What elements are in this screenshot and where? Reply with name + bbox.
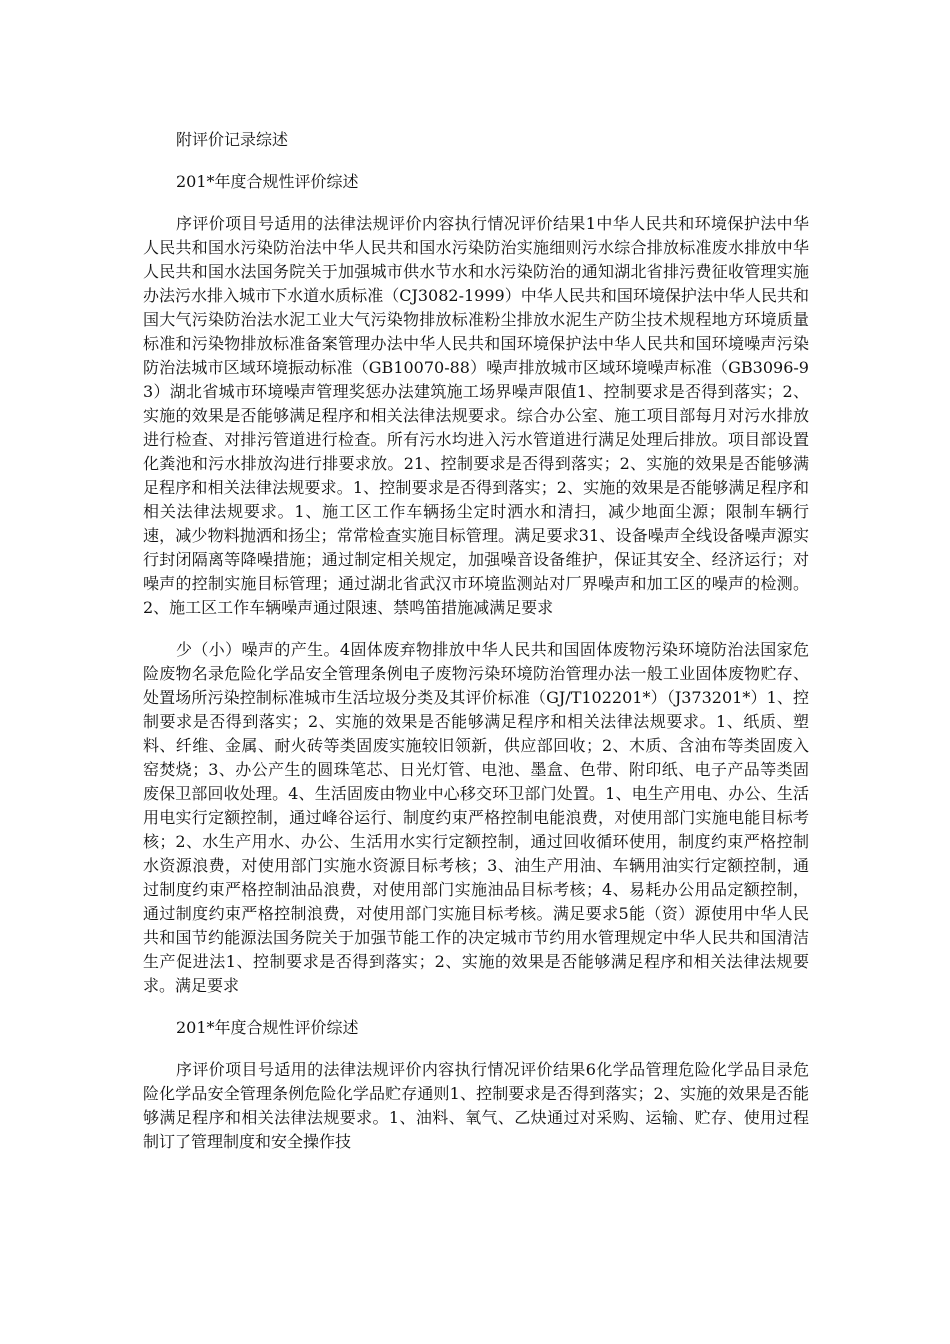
body-paragraph: 序评价项目号适用的法律法规评价内容执行情况评价结果6化学品管理危险化学品目录危险化学品安全管理条例危险化学品贮存通则1、控制要求是否得到落实；2、实施的效果是否能够满足程序和相关法律法规要求。1、油料、氧气、乙炔通过对采购、运输、贮存、使用过程制订了管理制度和安全操作技	[143, 1060, 809, 1151]
body-paragraph: 序评价项目号适用的法律法规评价内容执行情况评价结果1中华人民共和环境保护法中华人民共和国水污染防治法中华人民共和国水污染防治实施细则污水综合排放标准废水排放中华人民共和国水法国务院关于加强城市供水节水和水污染防治的通知湖北省排污费征收管理实施办法污水排入城市下水道水质标准（CJ3082-1999）中华人民共和国环境保护法中华人民共和国大气污染防治法水泥工业大气污染物排放标准粉尘排放水泥生产防尘技术规程地方环境质量标准和污染物排放标准备案管理办法中华人民共和国环境保护法中华人民共和国环境噪声污染防治法城市区域环境振动标准（GB10070-88）噪声排放城市区域环境噪声标准（GB3096-93）湖北省城市环境噪声管理奖惩办法建筑施工场界噪声限值1、控制要求是否得到落实；2、实施的效果是否能够满足程序和相关法律法规要求。综合办公室、施工项目部每月对污水排放进行检查、对排污管道进行检查。所有污水均进入污水管道进行满足处理后排放。项目部设置化粪池和污水排放沟进行排要求放。21、控制要求是否得到落实；2、实施的效果是否能够满足程序和相关法律法规要求。1、控制要求是否得到落实；2、实施的效果是否能够满足程序和相关法律法规要求。1、施工区工作车辆扬尘定时洒水和清扫，减少地面尘源；限制车辆行速，减少物料抛洒和扬尘；常常检查实施目标管理。满足要求31、设备噪声全线设备噪声源实行封闭隔离等降噪措施；通过制定相关规定，加强噪音设备维护，保证其安全、经济运行；对噪声的控制实施目标管理；通过湖北省武汉市环境监测站对厂界噪声和加工区的噪声的检测。2、施工区工作车辆噪声通过限速、禁鸣笛措施减满足要求	[143, 214, 809, 617]
document-page	[143, 128, 809, 1172]
document-title: 附评价记录综述	[176, 130, 289, 149]
body-paragraph: 少（小）噪声的产生。4固体废弃物排放中华人民共和国固体废物污染环境防治法国家危险废物名录危险化学品安全管理条例电子废物污染环境防治管理办法一般工业固体废物贮存、处置场所污染控制标准城市生活垃圾分类及其评价标准（GJ/T102201*）（J373201*）1、控制要求是否得到落实；2、实施的效果是否能够满足程序和相关法律法规要求。1、纸质、塑料、纤维、金属、耐火砖等类固废实施较旧领新，供应部回收；2、木质、含油布等类固废入窑焚烧；3、办公产生的圆珠笔芯、日光灯管、电池、墨盒、色带、附印纸、电子产品等类固废保卫部回收处理。4、生活固废由物业中心移交环卫部门处置。1、电生产用电、办公、生活用电实行定额控制，通过峰谷运行、制度约束严格控制电能浪费，对使用部门实施电能目标考核；2、水生产用水、办公、生活用水实行定额控制，通过回收循环使用，制度约束严格控制水资源浪费，对使用部门实施水资源目标考核；3、油生产用油、车辆用油实行定额控制，通过制度约束严格控制油品浪费，对使用部门实施油品目标考核；4、易耗办公用品定额控制，通过制度约束严格控制浪费，对使用部门实施目标考核。满足要求5能（资）源使用中华人民共和国节约能源法国务院关于加强节能工作的决定城市节约用水管理规定中华人民共和国清洁生产促进法1、控制要求是否得到落实；2、实施的效果是否能够满足程序和相关法律法规要求。满足要求	[143, 640, 809, 995]
section-heading: 201*年度合规性评价综述	[176, 172, 359, 191]
section-heading: 201*年度合规性评价综述	[176, 1018, 359, 1037]
